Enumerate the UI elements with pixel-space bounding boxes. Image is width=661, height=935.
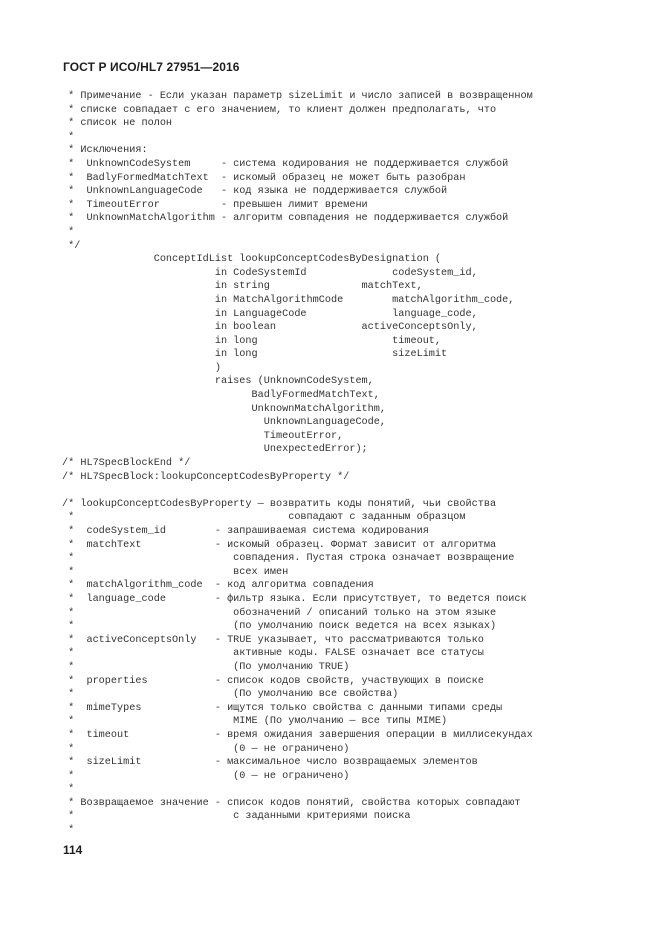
code-line: UnknownLanguageCode, [62, 417, 387, 429]
code-line: * TimeoutError - превышен лимит времени [62, 199, 368, 211]
code-line: */ [62, 240, 81, 252]
code-line: * (По умолчанию TRUE) [62, 661, 350, 673]
code-line: in MatchAlgorithmCode matchAlgorithm_code, [62, 294, 515, 306]
code-line: ) [62, 362, 221, 374]
code-line: * всех имен [62, 566, 289, 578]
code-line: * matchAlgorithm_code - код алгоритма совпадения [62, 580, 374, 592]
code-line: * BadlyFormedMatchText - искомый образец не может быть разобран [62, 172, 466, 184]
code-line [62, 484, 533, 498]
code-line: * список не полон [62, 118, 173, 130]
code-line: * активные коды. FALSE означает все статусы [62, 648, 484, 660]
code-line: * Возвращаемое значение - список кодов понятий, свойства которых совпадают [62, 797, 521, 809]
code-line: * с заданными критериями поиска [62, 811, 411, 823]
code-line: in boolean activeConceptsOnly, [62, 322, 478, 334]
code-line: raises (UnknownCodeSystem, [62, 376, 374, 388]
code-line: * [62, 131, 75, 143]
code-line: * [62, 825, 75, 837]
code-line: * [62, 784, 75, 796]
code-line: * UnknownMatchAlgorithm - алгоритм совпадения не поддерживается службой [62, 213, 509, 225]
code-line: UnknownMatchAlgorithm, [62, 403, 387, 415]
code-line: * MIME (По умолчанию — все типы MIME) [62, 716, 448, 728]
page-number: 114 [63, 843, 83, 857]
code-line: * timeout - время ожидания завершения операции в миллисекундах [62, 729, 533, 741]
code-line: * (0 — не ограничено) [62, 743, 350, 755]
code-line: in CodeSystemId codeSystem_id, [62, 267, 478, 279]
code-line: BadlyFormedMatchText, [62, 390, 380, 402]
code-line: in LanguageCode language_code, [62, 308, 478, 320]
code-line: TimeoutError, [62, 430, 344, 442]
code-line: * (По умолчанию все свойства) [62, 689, 399, 701]
code-line: in long sizeLimit [62, 349, 448, 361]
code-line: in string matchText, [62, 281, 423, 293]
code-line: * (0 — не ограничено) [62, 770, 350, 782]
code-line: * Исключения: [62, 145, 148, 157]
code-line: * Примечание - Если указан параметр sizeLimit и число записей в возвращенном [62, 91, 533, 102]
code-line: * properties - список кодов свойств, участвующих в поиске [62, 675, 484, 687]
code-line: * (по умолчанию поиск ведется на всех языках) [62, 621, 497, 633]
code-line: /* HL7SpecBlock:lookupConceptCodesByProperty */ [62, 471, 350, 483]
code-line: /* lookupConceptCodesByProperty — возвратить коды понятий, чьи свойства [62, 498, 497, 510]
code-line: * language_code - фильтр языка. Если присутствует, то ведется поиск [62, 593, 527, 605]
code-line: UnexpectedError); [62, 444, 368, 456]
code-line: in long timeout, [62, 335, 442, 347]
standard-header: ГОСТ Р ИСО/HL7 27951—2016 [63, 60, 240, 74]
code-line: * обозначений / описаний только на этом языке [62, 607, 497, 619]
code-line: /* HL7SpecBlockEnd */ [62, 458, 191, 470]
code-line: * activeConceptsOnly - TRUE указывает, что рассматриваются только [62, 634, 484, 646]
code-line: * совпадают с заданным образцом [62, 512, 466, 524]
code-line: * sizeLimit - максимальное число возвращаемых элементов [62, 757, 478, 769]
code-listing [62, 90, 533, 838]
code-line: * UnknownCodeSystem - система кодирования не поддерживается службой [62, 158, 509, 170]
code-line: * mimeTypes - ищутся только свойства с данными типами среды [62, 702, 503, 714]
code-line: ConceptIdList lookupConceptCodesByDesignation ( [62, 254, 442, 266]
code-line: * [62, 226, 75, 238]
code-line: * matchText - искомый образец. Формат зависит от алгоритма [62, 539, 497, 551]
code-line: * совпадения. Пустая строка означает возвращение [62, 553, 515, 565]
code-line: * UnknownLanguageCode - код языка не поддерживается службой [62, 186, 448, 198]
code-line: * списке совпадает с его значением, то клиент должен предполагать, что [62, 104, 497, 116]
code-line: * codeSystem_id - запрашиваемая система кодирования [62, 526, 429, 537]
